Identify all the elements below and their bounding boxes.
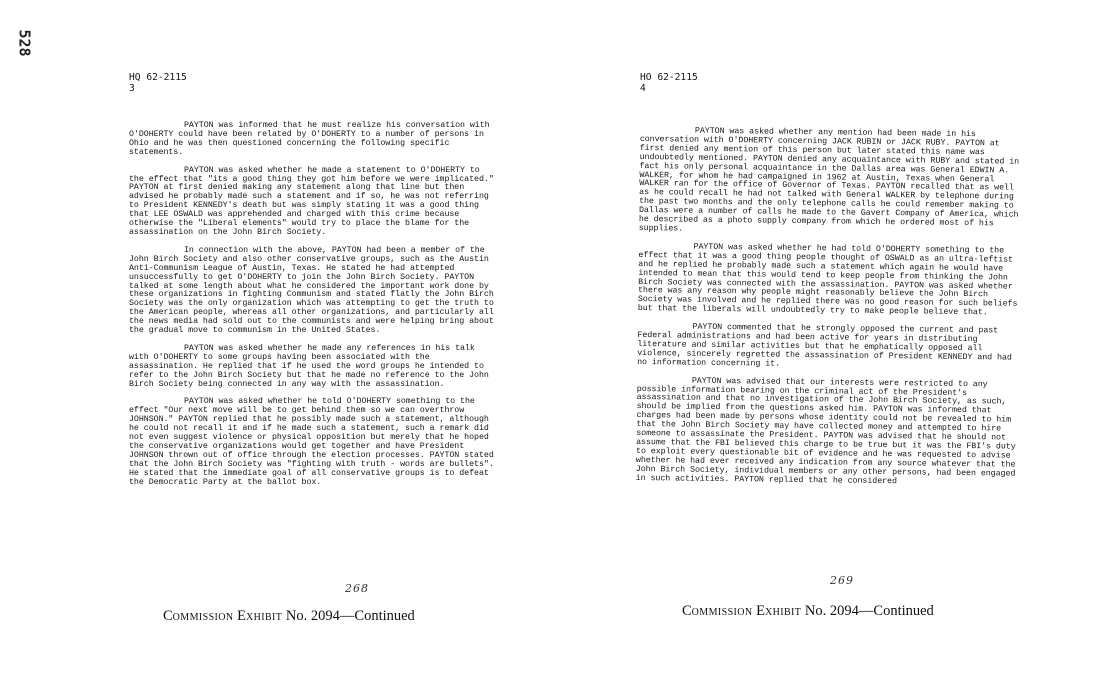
paragraph: PAYTON was asked whether he told O'DOHERTY something to the effect "Our next move will be to get behind them so we can overthrow JOHNSON." PAYTON replied that he possibly made such a statement, although he could not recall it and if he made such a statement, such a remark did not even suggest violence or physical opposition but merely that he hoped the conservative organizations would get together and have President JOHNSON thrown out of office through the election processes. PAYTON stated that the John Birch Society was "fighting with truth - words are bullets". He stated that the immediate goal of all conservative groups is to defeat the Democratic Party at the ballot box. [129, 397, 494, 487]
caption-smallcaps: ommission [172, 608, 234, 624]
left-body-text [129, 122, 494, 497]
page-number: 3 [129, 83, 135, 94]
paragraph: PAYTON commented that he strongly opposed the current and past Federal administrations and had been active for years in distributing literature and similar activities but that he emphatically opposed all violence, sincerely regretted the assassination of President KENNEDY and had no information concerning it. [637, 322, 1012, 369]
paragraph: PAYTON was asked whether he had told O'DOHERTY something to the effect that it was a good thing people thought of OSWALD as an ultra-leftist and he replied he probably made such a statement which again he would have intended to mean that this would tend to keep people from thinking the John Birch Society was connected with the assassination. PAYTON was asked whether there was any reason why people might reasonably believe the John Birch Society was involved and he replied there was no good reason for such beliefs but that the liberals will undoubtedly try to make people believe that. [637, 242, 1018, 318]
paragraph: PAYTON was asked whether he made any references in his talk with O'DOHERTY to some groups having been associated with the assassination. He replied that if he used the word groups he intended to refer to the John Birch Society but that he made no reference to the John Birch Society being connected in any way with the assassination. [129, 343, 489, 389]
right-body-text [636, 127, 1020, 497]
caption-rest: No. 2094—Continued [801, 603, 934, 619]
paragraph: PAYTON was asked whether any mention had been made in his conversation with O'DOHERTY concerning JACK RUBIN or JACK RUBY. PAYTON at first denied any mention of this person but later stated this name was undoubtedly mentioned. PAYTON denied any acquaintance with RUBY and stated in fact his only personal acquaintance in the Dallas area was General EDWIN A. WALKER, for whom he had campaigned in 1962 at Austin, Texas when General WALKER ran for the office of Governor of Texas. PAYTON recalled that as well as he could recall he had not talked with General WALKER by telephone during the past two months and the only telephone calls he could remember making to Dallas were a number of calls he made to the Gavert Company of America, which he described as a photo supply company from which he ordered most of his supplies. [638, 126, 1020, 234]
caption-smallcaps-2: xhibit [765, 603, 802, 619]
right-file-header [640, 72, 698, 94]
exhibit-caption [163, 608, 415, 625]
caption-prefix: C [682, 603, 692, 619]
paragraph: PAYTON was informed that he must realize his conversation with O'DOHERTY could have been related by O'DOHERTY to a number of persons in Ohio and he was then questioned concerning the following specific statements. [129, 121, 490, 157]
exhibit-caption [682, 603, 934, 620]
caption-mid: E [752, 603, 765, 619]
handwritten-page-number: 269 [830, 574, 854, 587]
caption-smallcaps-2: xhibit [246, 608, 283, 624]
caption-prefix: C [163, 608, 173, 624]
file-number: HO 62-2115 [640, 72, 698, 83]
file-number: HQ 62-2115 [129, 72, 187, 83]
paragraph: PAYTON was asked whether he made a statement to O'DOHERTY to the effect that "its a good thing they got him before we were implicated." PAYTON at first denied making any statement along that line but then advised he probably made such a statement and if so, he was not referring to President KENNEDY's death but was simply stating it was a good thing that LEE OSWALD was apprehended and charged with this crime because otherwise the "Liberal elements" would try to place the blame for the assassination on the John Birch Society. [129, 165, 494, 237]
left-file-header [129, 72, 187, 94]
caption-smallcaps: ommission [691, 603, 753, 619]
caption-mid: E [233, 608, 246, 624]
paragraph: PAYTON was advised that our interests were restricted to any possible information bearing on the criminal act of the President's assassination and that no investigation of the John Birch Society, as such, should be implied from the questions asked him. PAYTON was informed that charges had been made by persons whose identity could not be revealed to him that the John Birch Society may have collected money and attempted to hire someone to assassinate the President. PAYTON was advised that he should not assume that the FBI believed this charge to be true but it was the FBI's duty to exploit every questionable bit of evidence and he was requested to advise whether he had ever received any indication from any source whatever that the John Birch Society, individual members or any other persons, had been engaged in such activities. PAYTON replied that he considered [635, 376, 1016, 486]
paragraph: In connection with the above, PAYTON had been a member of the John Birch Society and also other conservative groups, such as the Austin Anti-Communism League of Austin, Texas. He stated he had attempted unsuccessfully to get O'DOHERTY to join the John Birch Society. PAYTON talked at some length about what he considered the important work done by these organizations in fighting Communism and stated flatly the John Birch Society was the only organization which was attempting to get the truth to the American people, whereas all other organizations, and particularly all the news media had sold out to the communists and were helping bring about the gradual move to communism in the United States. [129, 245, 494, 336]
caption-rest: No. 2094—Continued [282, 608, 415, 624]
page-number: 4 [640, 83, 646, 94]
handwritten-page-number: 268 [345, 582, 369, 595]
side-page-number: 528 [15, 29, 34, 57]
